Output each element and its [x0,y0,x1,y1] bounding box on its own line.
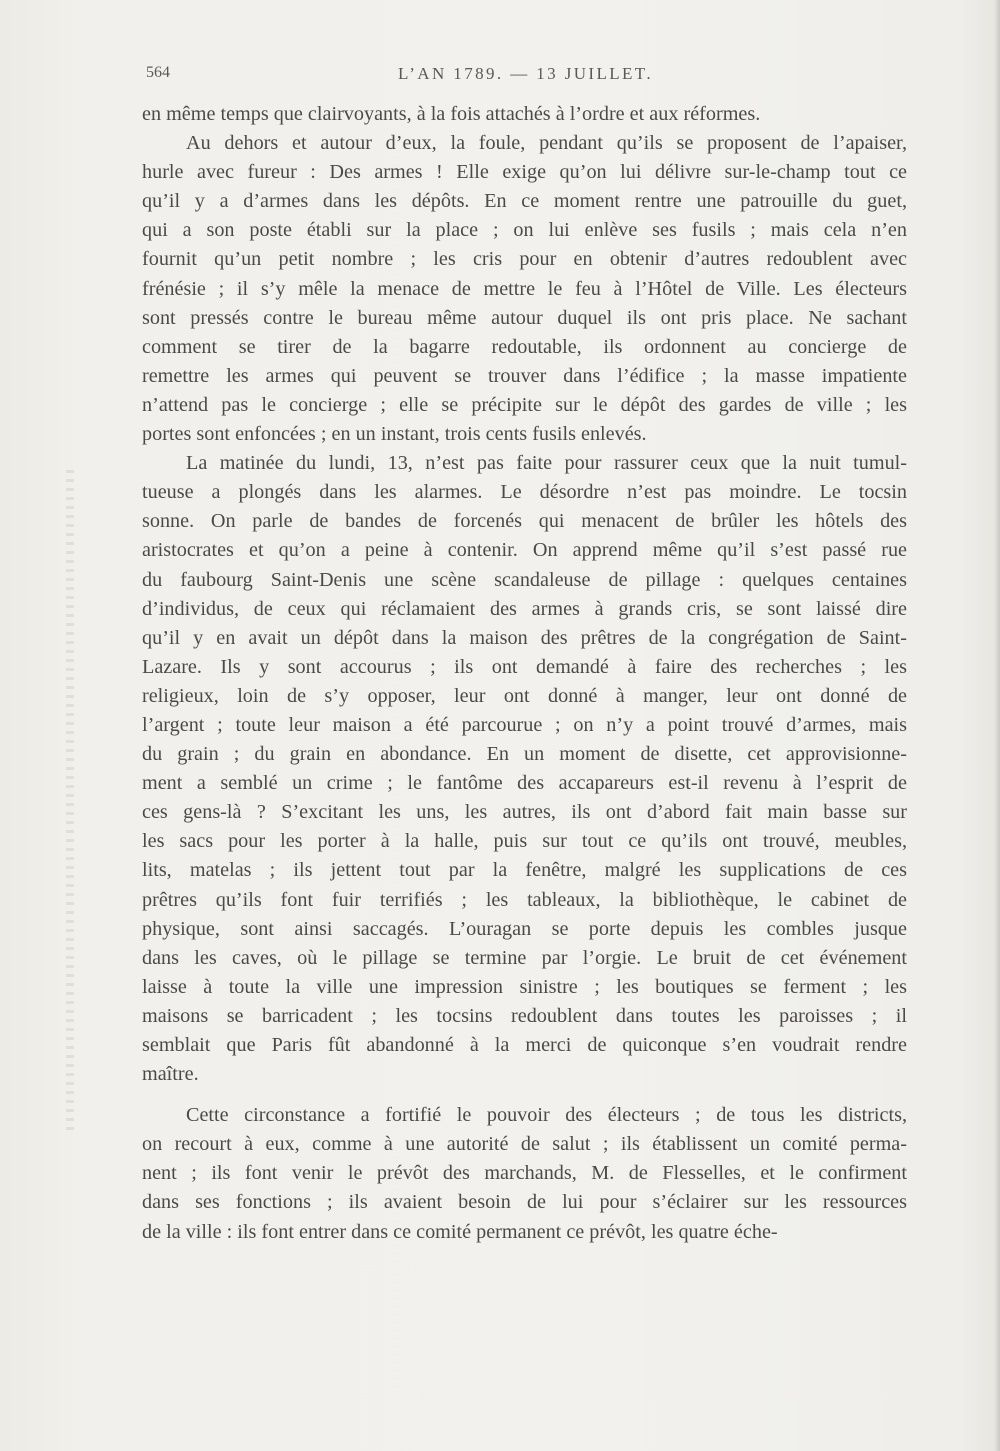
running-head: L’AN 1789. — 13 JUILLET. [398,64,653,83]
body-text [142,100,907,1247]
text-line: religieux, loin de s’y opposer, leur ont donné à manger, leur ont donné de [142,684,907,707]
paragraph [142,449,907,1089]
text-line: ment a semblé un crime ; le fantôme des accapareurs est-il revenu à l’esprit de [142,772,907,795]
text-line: Lazare. Ils y sont accourus ; ils ont demandé à faire des recherches ; les [142,655,907,678]
text-line: comment se tirer de la bagarre redoutable, ils ordonnent au concierge de [142,335,907,358]
text-line: physique, sont ainsi saccagés. L’ouragan se porte depuis les combles jusque [142,917,907,940]
text-line: de la ville : ils font entrer dans ce comité permanent ce prévôt, les quatre éche- [142,1220,778,1243]
text-line: du grain ; du grain en abondance. En un moment de disette, cet approvisionne- [142,743,907,766]
text-line: ces gens-là ? S’excitant les uns, les autres, ils ont d’abord fait main basse sur [142,801,907,824]
text-line: Cette circonstance a fortifié le pouvoir des électeurs ; de tous les districts, [186,1104,907,1127]
text-line: les sacs pour les porter à la halle, puis sur tout ce qu’ils ont trouvé, meubles, [142,830,907,853]
text-line: l’argent ; toute leur maison a été parcourue ; on n’y a point trouvé d’armes, mais [142,713,907,736]
text-line: dans les caves, où le pillage se termine par l’orgie. Le bruit de cet événement [142,946,907,969]
page-header [146,58,906,88]
text-line: du faubourg Saint-Denis une scène scandaleuse de pillage : quelques centaines [142,568,907,591]
text-line: frénésie ; il s’y mêle la menace de mettre le feu à l’Hôtel de Ville. Les électeurs [142,277,907,300]
text-line: nent ; ils font venir le prévôt des marchands, M. de Flesselles, et le confirment [142,1162,907,1185]
text-line: lits, matelas ; ils jettent tout par la fenêtre, malgré les supplications de ces [142,859,907,882]
text-line: La matinée du lundi, 13, n’est pas faite pour rassurer ceux que la nuit tumul- [186,452,907,475]
text-line: maisons se barricadent ; les tocsins redoublent dans toutes les paroisses ; il [142,1004,907,1027]
text-line: hurle avec fureur : Des armes ! Elle exige qu’on lui délivre sur-le-champ tout ce [142,161,907,184]
page-edge-shadow [994,0,1000,1451]
text-line: n’attend pas le concierge ; elle se précipite sur le dépôt des gardes de ville ; les [142,393,907,416]
text-line: aristocrates et qu’on a peine à contenir. On apprend même qu’il s’est passé rue [142,539,907,562]
text-line: semblait que Paris fût abandonné à la merci de quiconque s’en voudrait rendre [142,1034,907,1056]
text-line: dans ses fonctions ; ils avaient besoin de lui pour s’éclairer sur les ressources [142,1191,907,1214]
text-line: sont pressés contre le bureau même autour duquel ils ont pris place. Ne sachant [142,306,907,329]
text-line: remettre les armes qui peuvent se trouver dans l’édifice ; la masse impatiente [142,364,907,387]
text-line: portes sont enfoncées ; en un instant, trois cents fusils enlevés. [142,423,647,446]
text-line: qu’il y a d’armes dans les dépôts. En ce moment rentre une patrouille du guet, [142,190,907,213]
text-line: en même temps que clairvoyants, à la fois attachés à l’ordre et aux réformes. [142,103,761,125]
paragraph [142,1101,907,1246]
text-line: tueuse a plongés dans les alarmes. Le désordre n’est pas moindre. Le tocsin [142,481,907,504]
paragraph-gap [142,1089,907,1101]
text-line: qu’il y en avait un dépôt dans la maison des prêtres de la congrégation de Saint- [142,626,907,649]
text-line: qui a son poste établi sur la place ; on lui enlève ses fusils ; mais cela n’en [142,219,907,242]
page-number: 564 [146,64,170,81]
text-line: on recourt à eux, comme à une autorité de salut ; ils établissent un comité perma- [142,1133,907,1156]
paragraph [142,100,907,129]
text-line: d’individus, de ceux qui réclamaient des armes à grands cris, se sont laissé dire [142,597,907,620]
text-line: laisse à toute la ville une impression sinistre ; les boutiques se ferment ; les [142,975,907,998]
text-line: fournit qu’un petit nombre ; les cris pour en obtenir d’autres redoublent avec [142,248,907,271]
text-line: sonne. On parle de bandes de forcenés qui menacent de brûler les hôtels des [142,510,907,533]
text-line: prêtres qu’ils font fuir terrifiés ; les tableaux, la bibliothèque, le cabinet de [142,888,907,911]
text-line: Au dehors et autour d’eux, la foule, pendant qu’ils se proposent de l’apaiser, [186,132,907,155]
text-line: maître. [142,1063,199,1086]
margin-bleed-through [66,470,74,1130]
paragraph [142,129,907,449]
